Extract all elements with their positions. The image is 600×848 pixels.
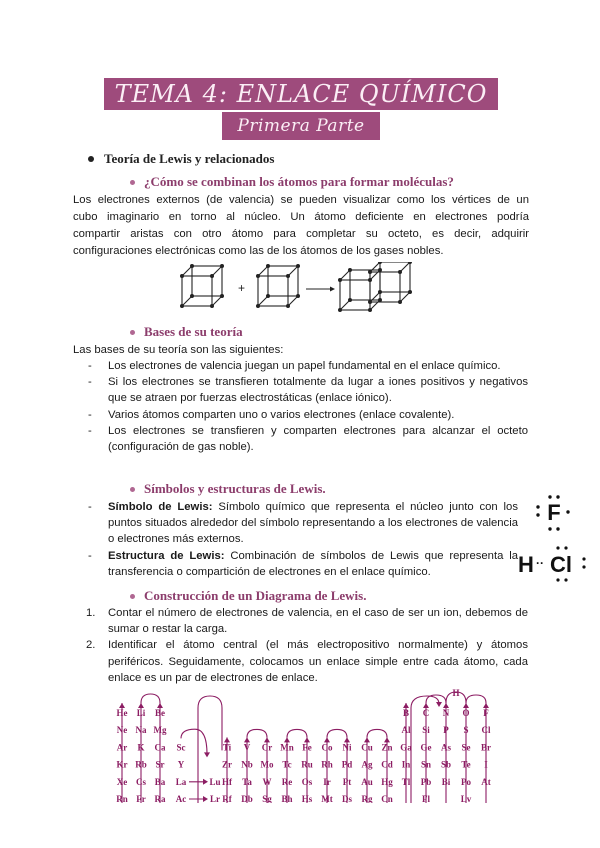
lewis-fluorine [534,493,574,533]
element-symbol: Cl [481,725,491,736]
element-symbol: Pd [341,759,353,770]
element-symbol: Rn [116,794,128,803]
electron-cube [370,262,410,302]
chlorine-symbol: Cl [550,552,572,577]
element-symbol: V [243,742,251,753]
list-item-text: Los electrones se transfieren y comparten electrones para alcanzar el octeto (configuración de gas noble). [108,424,528,454]
subheading-text: Construcción de un Diagrama de Lewis. [144,588,367,603]
element-symbol: P [443,725,449,736]
lewis-definitions [88,499,518,580]
element-symbol: Ir [323,776,331,787]
element-symbol: Fl [422,794,430,803]
element-symbol: He [116,708,128,718]
element-symbol: Kr [116,759,128,770]
electron-cube [182,266,222,306]
element-symbol: Te [461,759,471,770]
section-heading-text: Teoría de Lewis y relacionados [104,151,275,166]
element-symbol: Be [155,708,165,718]
list-item [88,637,528,686]
transition-arrow [466,695,486,703]
element-symbol: Ar [116,742,128,753]
element-symbol: Fe [302,742,312,753]
dash-marker: - [88,501,92,513]
element-symbol: Ne [116,725,128,736]
cube-diagram [176,262,432,312]
arrow-head-icon [204,752,210,757]
element-symbol: Ac [175,794,187,803]
element-symbol: Ta [242,776,252,787]
element-symbol: Rf [222,794,232,803]
subheading-text: Símbolos y estructuras de Lewis. [144,481,326,496]
element-symbol: In [401,759,411,770]
element-symbol: O [462,708,470,718]
element-symbol: Ni [342,742,352,753]
step-number: 2. [86,639,96,652]
construction-steps [88,605,528,686]
step-text: Identificar el átomo central (el más electropositivo normalmente) y átomos periféricos. Seguidamente, colocamos un enlace simple entre cada átomo, cada enlace es un par de electrones de enlace. [108,639,528,684]
element-symbol: Br [481,742,491,753]
list-item [88,423,528,455]
subheading-text: Bases de su teoría [144,324,243,339]
element-symbol: Ti [222,742,232,753]
definition-text: Combinación de símbolos de Lewis que representa la transferencia o compartición de electrones en el enlace químico. [108,549,518,578]
subheading-bases [130,324,243,340]
element-symbol: Rb [135,759,147,770]
element-symbol: Os [301,776,313,787]
transition-arrow [141,694,160,703]
list-item [88,499,518,548]
element-symbol: Tl [401,776,411,787]
bases-intro: Las bases de su teoría son las siguientes: [73,344,284,356]
element-symbol: Cd [381,759,393,770]
element-symbol: Tc [282,759,292,770]
hydrogen-symbol: H [518,552,534,577]
element-symbol: W [262,776,272,787]
element-symbol: Sr [155,759,165,770]
transition-arrow [247,729,267,737]
plus-sign: + [238,281,246,295]
paragraph-line: configuraciones electrónicas como las de los átomos de los gases nobles. [73,245,444,257]
element-symbol: Cr [261,742,273,753]
transition-arrow [198,696,222,803]
list-item-text: Varios átomos comparten uno o varios electrones (enlace covalente). [108,408,455,421]
element-symbol: Zn [381,742,393,753]
paragraph-line: cubo imaginario en torno al núcleo. Un átomo deficiente en electrones podría [73,211,529,223]
dash-marker: - [88,376,92,389]
element-symbol: Cu [361,742,373,753]
periodic-table-diagram [110,688,502,803]
element-symbol: Xe [116,776,128,787]
element-symbol: Cn [381,794,393,803]
element-symbol: Db [241,794,253,803]
element-symbol: Mg [153,725,167,736]
element-symbol: Ds [341,794,353,803]
element-symbol: Fr [136,794,146,803]
intro-paragraph [73,192,529,260]
arrow-head-icon [203,779,208,785]
reaction-arrow [306,287,335,292]
element-symbol: Li [136,708,146,718]
section-heading-lewis [88,151,274,167]
element-symbol: Re [281,776,293,787]
element-symbol: Ra [154,794,166,803]
element-symbol: Ba [154,776,166,787]
element-symbol: S [463,725,469,736]
electron-cube [258,266,298,306]
element-symbol: Bi [441,776,451,787]
bases-list [88,358,528,455]
element-symbol: Lu [209,776,221,787]
element-symbol: Hg [381,776,393,787]
bullet-icon [88,156,94,162]
dash-marker: - [88,424,92,437]
bullet-icon [130,180,135,185]
bullet-icon [130,330,135,335]
title-banner [104,78,498,110]
element-symbol: Au [361,776,373,787]
element-symbol: Rg [361,794,373,803]
list-item [88,358,528,374]
element-symbol: La [175,776,187,787]
element-symbol: Cs [135,776,147,787]
fluorine-symbol: F [547,500,561,525]
transition-arrow [287,729,307,737]
element-symbol: Sb [440,759,452,770]
subheading-text: ¿Cómo se combinan los átomos para formar moléculas? [144,174,454,189]
subheading-lewis-symbols [130,481,326,497]
dash-marker: - [88,549,92,562]
dash-marker: - [88,360,92,372]
arrow-head-icon [436,702,442,707]
list-item [88,407,528,423]
element-symbol: Si [422,725,430,736]
element-symbol: F [483,708,489,718]
element-symbol: H [452,688,460,698]
transition-arrow [327,729,347,737]
definition-term: Estructura de Lewis: [108,549,225,562]
element-symbol: Y [177,759,185,770]
element-symbol: I [484,759,488,770]
page-title: TEMA 4: ENLACE QUÍMICO [114,80,488,108]
element-symbol: Hf [222,776,232,787]
step-text: Contar el número de electrones de valencia, en el caso de ser un ion, debemos de sumar o restar la carga. [108,607,528,636]
bullet-icon [130,487,135,492]
element-symbol: Sc [176,742,186,753]
element-symbol: B [402,708,410,718]
element-symbol: Ag [361,759,373,770]
element-symbol: Ru [301,759,313,770]
paragraph-line: Los electrones externos (de valencia) se pueden visualizar como los vértices de un [73,194,529,206]
element-symbol: Al [401,725,411,736]
arrow-head-icon [203,796,208,802]
transition-arrow [426,695,446,703]
subtitle-banner [222,112,380,140]
bullet-icon [130,594,135,599]
bond-dots: ·· [536,556,544,570]
element-symbol: Sn [420,759,432,770]
element-symbol: At [481,776,491,787]
transition-arrow [367,729,387,737]
element-symbol: Mn [280,742,294,753]
electron-cube [340,270,380,310]
element-symbol: Hs [301,794,313,803]
element-symbol: Bh [281,794,293,803]
page-subtitle: Primera Parte [237,116,365,136]
element-symbol: Pb [420,776,432,787]
dash-marker: - [88,408,92,421]
element-symbol: As [440,742,452,753]
element-symbol: Se [461,742,471,753]
list-item-text: Si los electrones se transfieren totalmente da lugar a iones positivos y negativos que se atraen por fuerzas electrostáticas (enlace iónico). [108,376,528,405]
subheading-construction [130,588,366,604]
element-symbol: Ca [154,742,166,753]
element-symbol: Pt [342,776,352,787]
element-symbol: Nb [241,759,253,770]
element-symbol: Ga [400,742,412,753]
definition-text: Símbolo químico que representa el núcleo junto con los puntos situados alrededor del símbolo representando a los electrones de valencia o electrones más externos. [108,501,518,546]
paragraph-line: compartir aristas con otro átomo para completar su octeto, es decir, adquirir [73,228,529,240]
element-symbol: Lr [210,794,220,803]
list-item-text: Los electrones de valencia juegan un papel fundamental en el enlace químico. [108,360,501,372]
element-symbol: Sg [262,794,272,803]
list-item [88,605,528,637]
list-item [88,548,518,580]
element-symbol: Rh [321,759,333,770]
element-symbol: Po [461,776,471,787]
subheading-combination [130,174,454,190]
element-symbol: N [442,708,450,718]
element-symbol: Mo [260,759,274,770]
element-symbol: Zr [222,759,232,770]
element-symbol: Na [135,725,147,736]
element-symbol: Co [321,742,333,753]
step-number: 1. [86,607,96,619]
element-symbol: K [137,742,145,753]
list-item [88,374,528,406]
element-symbol: Ge [420,742,432,753]
lewis-hcl [514,545,594,583]
definition-term: Símbolo de Lewis: [108,501,213,513]
element-symbol: C [422,708,430,718]
element-symbol: Mt [321,794,333,803]
element-symbol: Lv [460,794,472,803]
